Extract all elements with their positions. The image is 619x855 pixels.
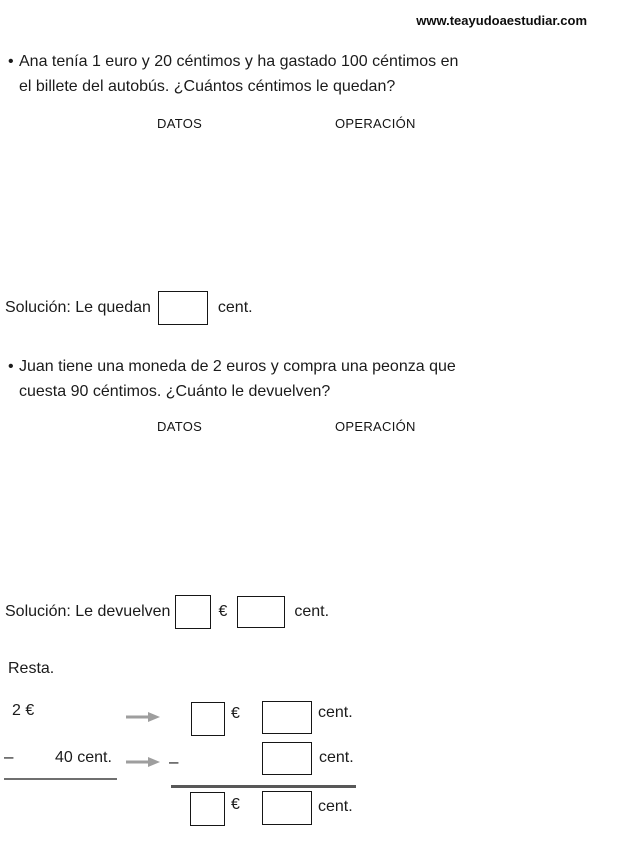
euro-symbol: €: [231, 796, 240, 813]
problem2-line1: Juan tiene una moneda de 2 euros y compra una peonza que: [19, 358, 456, 375]
solution2-row: [5, 595, 329, 629]
solution1-row: [5, 291, 253, 325]
solution2-label: Solución: Le devuelven: [5, 603, 171, 620]
subtraction-line-right: [171, 785, 356, 788]
euro-symbol: €: [231, 705, 240, 722]
cent-unit-label: cent.: [217, 299, 253, 316]
subtrahend-label: 40 cent.: [55, 749, 112, 766]
problem1-text: [19, 49, 458, 99]
answer-box-q2-euros[interactable]: [175, 595, 211, 629]
cent-unit-label: cent.: [318, 798, 353, 815]
operacion-label-1: OPERACIÓN: [335, 116, 416, 131]
minus-sign: –: [4, 747, 14, 766]
answer-box-result-cent[interactable]: [262, 791, 312, 825]
site-url: www.teayudoaestudiar.com: [416, 13, 587, 28]
bullet-icon: •: [8, 53, 14, 70]
datos-label-2: DATOS: [157, 419, 203, 434]
answer-box-row1-euro[interactable]: [191, 702, 225, 736]
answer-box-q2-cents[interactable]: [237, 596, 285, 628]
operacion-label-2: OPERACIÓN: [335, 419, 416, 434]
solution1-label: Solución: Le quedan: [5, 299, 151, 316]
problem2-statement: [8, 354, 513, 404]
problem2-text: [19, 354, 456, 404]
answer-box-row1-cent[interactable]: [262, 701, 312, 734]
bullet-icon: •: [8, 358, 14, 375]
subtraction-line-left: [4, 778, 117, 780]
arrow-right-icon: [126, 711, 160, 723]
answer-box-result-euro[interactable]: [190, 792, 225, 826]
answer-box-q1-cents[interactable]: [158, 291, 208, 325]
minus-sign: –: [169, 752, 179, 771]
problem1-line2: el billete del autobús. ¿Cuántos céntimos le quedan?: [19, 78, 396, 95]
problem1-line1: Ana tenía 1 euro y 20 céntimos y ha gastado 100 céntimos en: [19, 53, 459, 70]
euro-symbol: €: [218, 603, 228, 620]
problem1-statement: [8, 49, 513, 99]
arrow-right-icon: [126, 756, 160, 768]
cent-unit-label: cent.: [319, 749, 354, 766]
datos-label-1: DATOS: [157, 116, 203, 131]
resta-title: Resta.: [8, 660, 55, 677]
answer-box-row2-cent[interactable]: [262, 742, 312, 775]
minuend-label: 2 €: [12, 702, 35, 719]
cent-unit-label: cent.: [318, 704, 353, 721]
problem2-line2: cuesta 90 céntimos. ¿Cuánto le devuelven?: [19, 383, 331, 400]
cent-unit-label: cent.: [294, 603, 330, 620]
